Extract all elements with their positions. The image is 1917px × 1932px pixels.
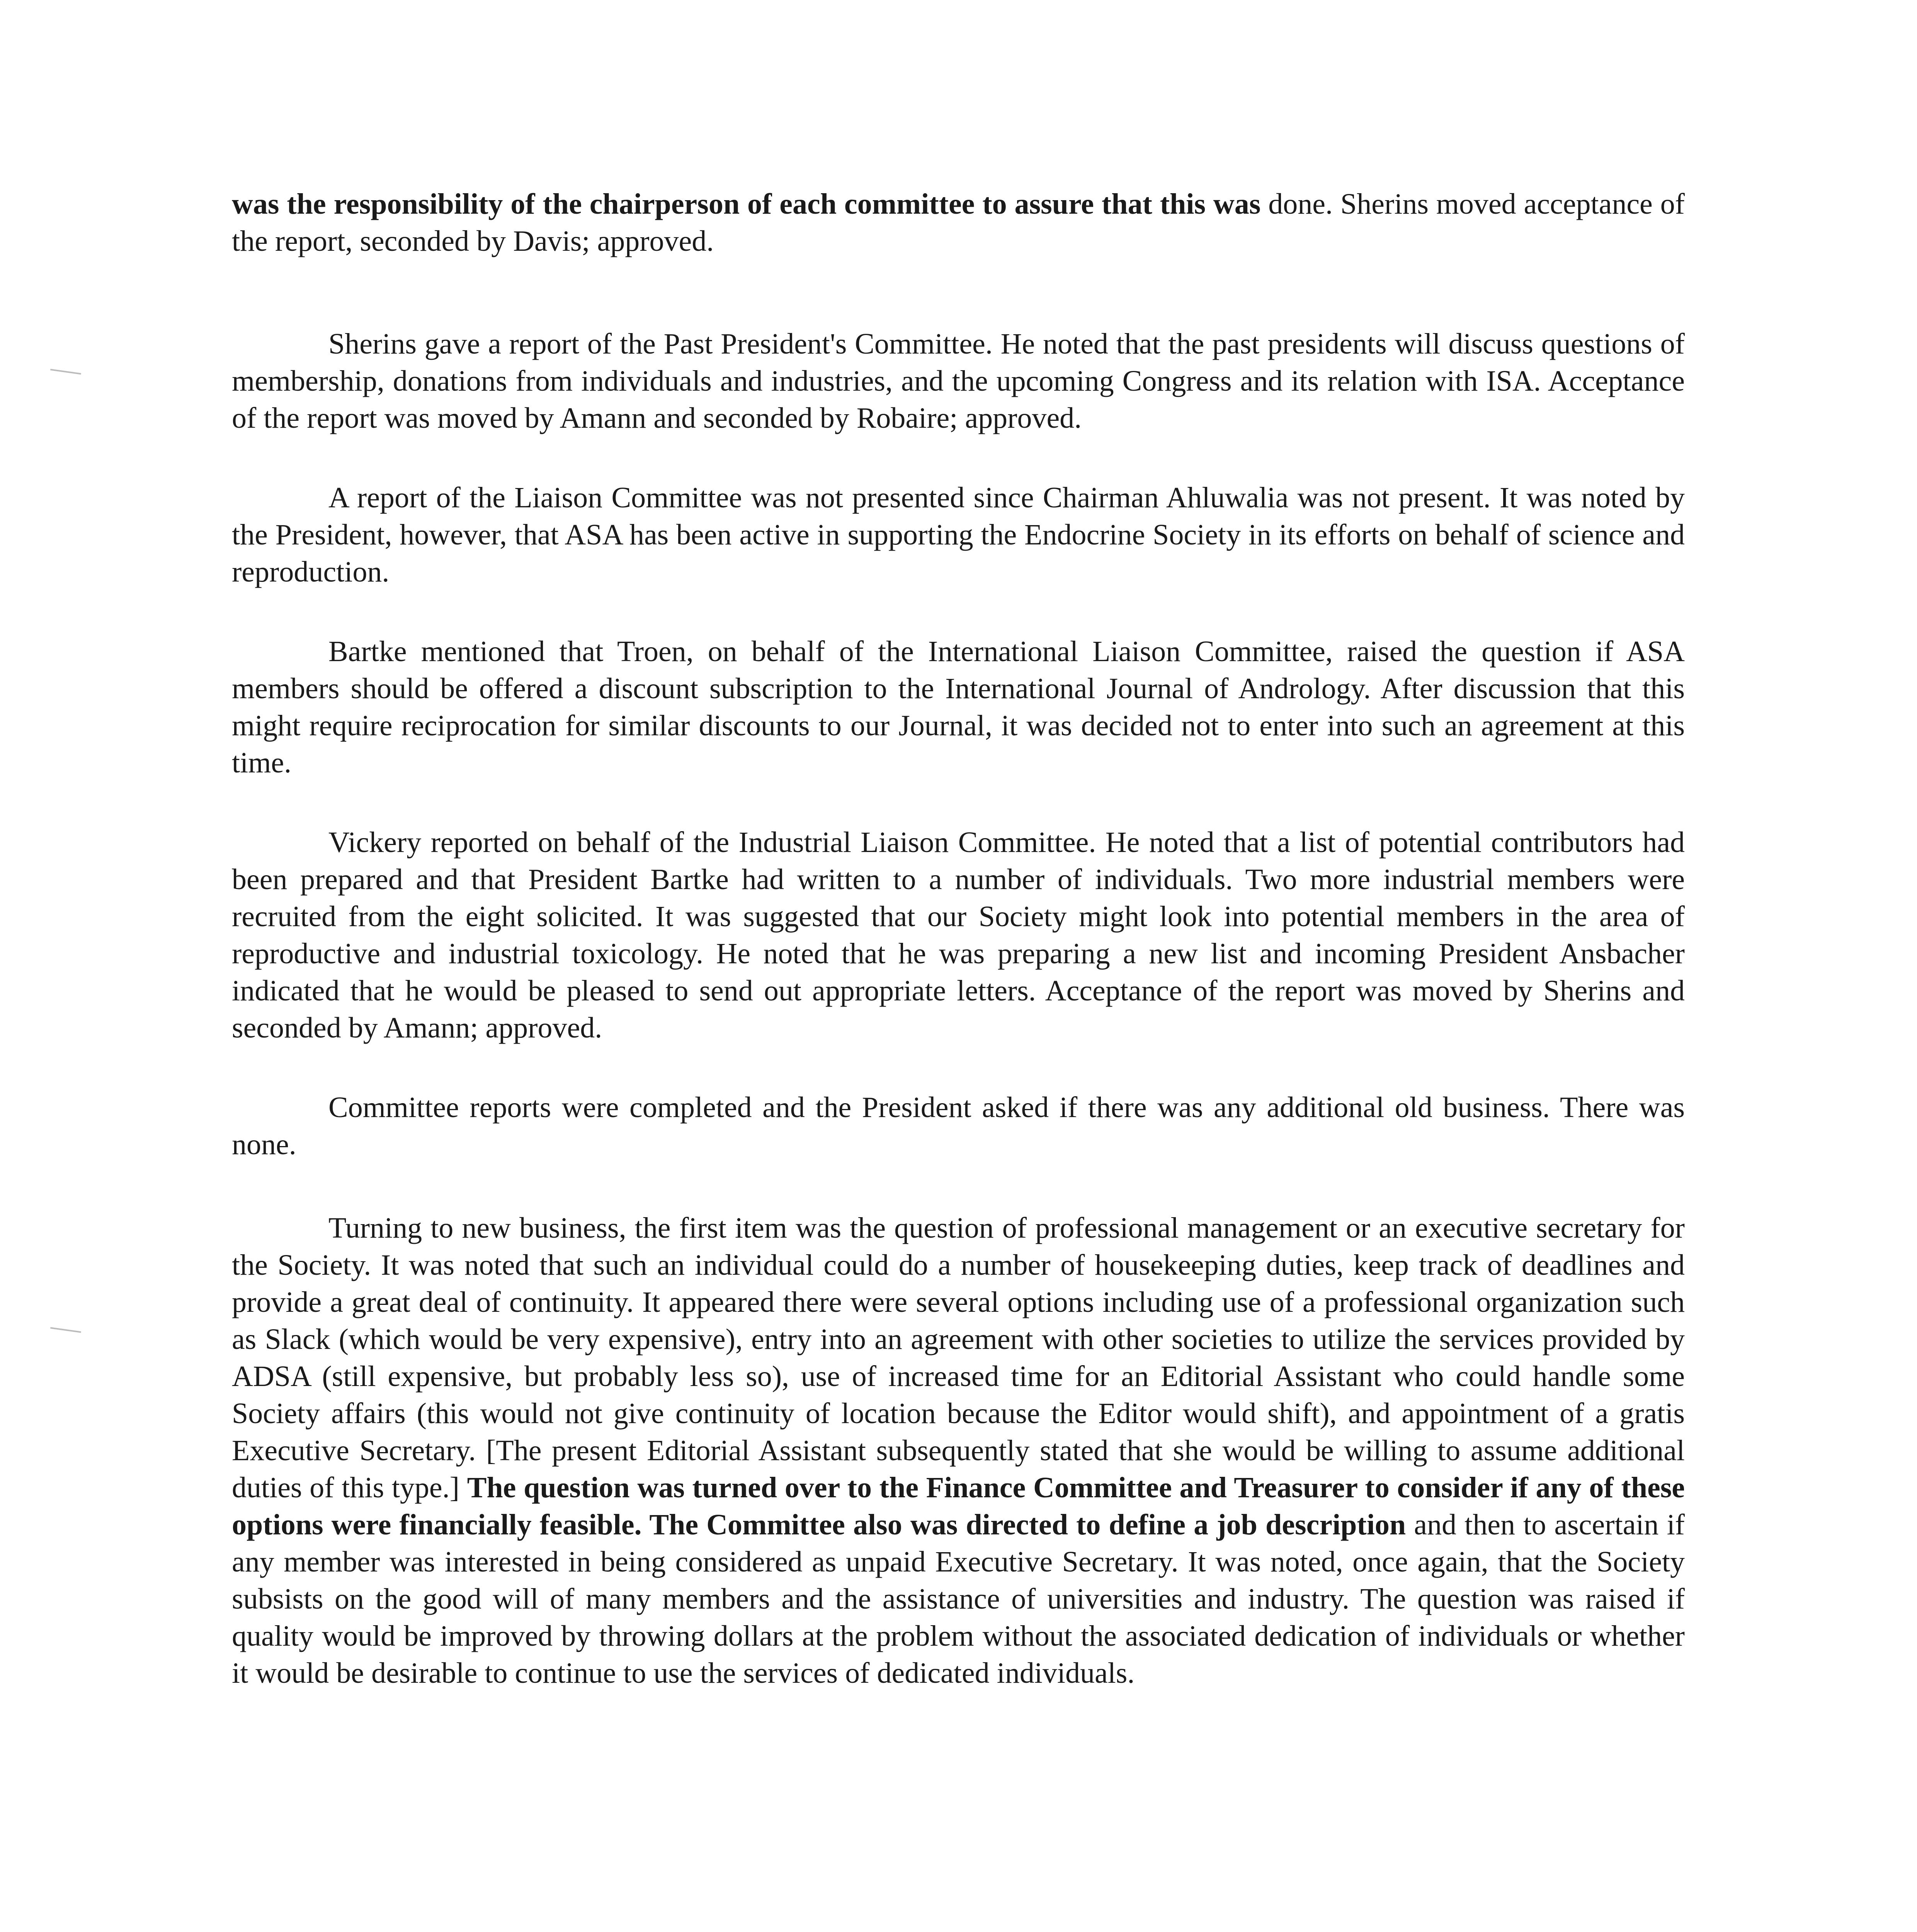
scan-margin-mark: [50, 369, 81, 374]
paragraph-old-business: Committee reports were completed and the President asked if there was any additional old business. There was none.: [232, 1091, 1685, 1161]
paragraph-text: done. Sherins moved acceptance of the report, seconded by Davis; approved.: [232, 188, 1685, 257]
paragraph-new-business: [232, 1209, 1685, 1692]
paragraph-secretary-report-end: [232, 185, 1685, 260]
paragraph-text: and then to ascertain if any member was interested in being considered as unpaid Executive Secretary. It was noted, once again, that the Society subsists on the good will of many members and the assistance of universities and industry. The question was raised if quality would be improved by throwing dollars at the problem without the associated dedication of individuals or whether it would be desirable to continue to use the services of dedicated individuals.: [232, 1509, 1685, 1689]
scan-margin-mark: [50, 1327, 81, 1333]
paragraph-bold-text: was the responsibility of the chairperson of each committee to assure that this was: [232, 188, 1261, 220]
paragraph-international-liaison: Bartke mentioned that Troen, on behalf of the International Liaison Committee, raised the question if ASA members should be offered a discount subscription to the International Journal of Andrology. After discussion that this might require reciprocation for similar discounts to our Journal, it was decided not to enter into such an agreement at this time.: [232, 635, 1685, 779]
paragraph-past-presidents-committee: Sherins gave a report of the Past President's Committee. He noted that the past presidents will discuss questions of membership, donations from individuals and industries, and the upcoming Congress and its relation with ISA. Acceptance of the report was moved by Amann and seconded by Robaire; approved.: [232, 328, 1685, 434]
paragraph-text: Turning to new business, the first item was the question of professional management or an executive secretary for the Society. It was noted that such an individual could do a number of housekeeping duties, keep track of deadlines and provide a great deal of continuity. It appeared there were several options including use of a professional organization such as Slack (which would be very expensive), entry into an agreement with other societies to utilize the services provided by ADSA (still expensive, but probably less so), use of increased time for an Editorial Assistant who could handle some Society affairs (this would not give continuity of location because the Editor would shift), and appointment of a gratis Executive Secretary. [The present Editorial Assistant subsequently stated that she would be willing to assume additional duties of this type.]: [232, 1212, 1685, 1504]
document-body: [232, 185, 1685, 1692]
paragraph-liaison-committee: A report of the Liaison Committee was not presented since Chairman Ahluwalia was not present. It was noted by the President, however, that ASA has been active in supporting the Endocrine Society in its efforts on behalf of science and reproduction.: [232, 481, 1685, 588]
paragraph-industrial-liaison: Vickery reported on behalf of the Industrial Liaison Committee. He noted that a list of potential contributors had been prepared and that President Bartke had written to a number of individuals. Two more industrial members were recruited from the eight solicited. It was suggested that our Society might look into potential members in the area of reproductive and industrial toxicology. He noted that he was preparing a new list and incoming President Ansbacher indicated that he would be pleased to send out appropriate letters. Acceptance of the report was moved by Sherins and seconded by Amann; approved.: [232, 826, 1685, 1044]
paragraph-bold-text: The question was turned over to the Finance Committee and Treasurer to consider if any of these options were financially feasible. The Committee also was directed to define a job description: [232, 1471, 1685, 1541]
